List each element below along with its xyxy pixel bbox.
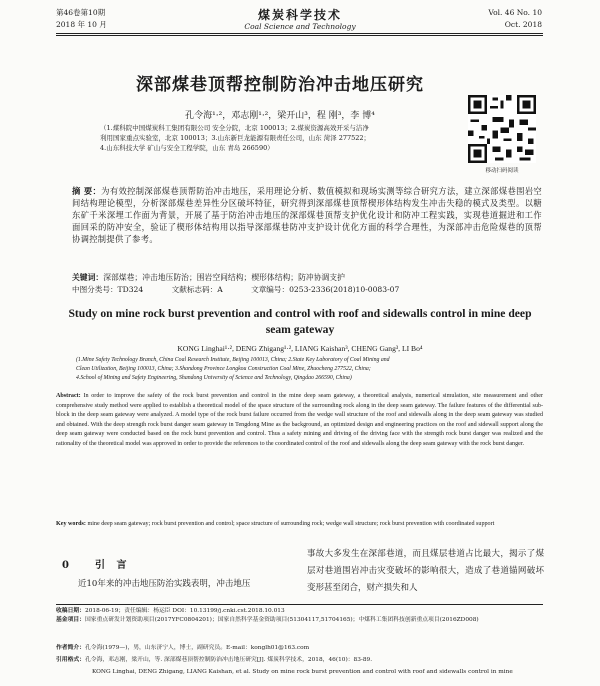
keywords-cn-label: 关键词：: [72, 273, 104, 282]
issue-date: Oct. 2018: [504, 20, 542, 29]
volume-issue: 第46卷第10期: [56, 8, 106, 17]
footnote-label: 引用格式：: [56, 657, 85, 663]
footnote: [56, 668, 543, 677]
affiliation-en-line: 4.School of Mining and Safety Engineering, Shandong University of Science and Technology, Qingdao 266590, China): [76, 375, 352, 381]
header-rule-thin: [56, 35, 543, 36]
authors-cn: 孔令海¹·²，邓志刚¹·²，梁开山³，程 刚³，李 博⁴: [185, 111, 375, 121]
keywords-cn-text: 深部煤巷；冲击地压防治；围岩空间结构；楔形体结构；防冲协调支护: [103, 273, 345, 282]
footnote: [56, 644, 543, 653]
body-text-left: 近10年来的冲击地压防治实践表明，冲击地压: [78, 579, 251, 589]
affiliation-cn-line: 4.山东科技大学 矿山与安全工程学院，山东 青岛 266590）: [100, 144, 274, 152]
keywords-en: [56, 520, 543, 530]
section-title: 引 言: [94, 560, 131, 571]
footnote-text: 孔令海，邓志刚，梁开山，等. 深部煤巷顶帮控制防治冲击地压研究[J]. 煤炭科学技术，2018，46(10)：83-89.: [85, 657, 373, 663]
footnote-text: 2018-06-19；责任编辑：杨运臣 DOI：10.13199/j.cnki.cst.2018.10.013: [85, 608, 285, 614]
abstract-cn-label: 摘 要：: [72, 186, 102, 196]
class-number: 中图分类号：TD324: [72, 285, 144, 294]
year-month: 2018 年 10 月: [56, 20, 107, 29]
header-rule: [56, 33, 543, 34]
qr-caption: 移动扫码阅读: [485, 168, 519, 174]
paper-title-cn: 深部煤巷顶帮控制防治冲击地压研究: [136, 75, 424, 95]
footnote: [56, 656, 543, 665]
affiliation-cn-line: （1.煤科院中国煤炭科工集团有限公司 安全分院，北京 100013；2.煤炭资源高效开采与洁净: [100, 124, 369, 132]
footnote: [56, 616, 543, 625]
classification-line: [72, 284, 542, 295]
keywords-en-label: Key words:: [56, 521, 86, 527]
footnote-label: 基金项目：: [56, 617, 85, 623]
abstract-en-label: Abstract:: [56, 393, 81, 399]
journal-title-cn: 煤炭科学技术: [257, 8, 342, 22]
document-code: 文献标志码：A: [171, 285, 223, 294]
footnote-label: 作者简介：: [56, 645, 85, 651]
article-number: 文章编号：0253-2336(2018)10-0083-07: [251, 285, 400, 294]
footnote-label: 收稿日期：: [56, 608, 85, 614]
keywords-cn: [72, 272, 542, 283]
abstract-en-text: In order to improve the safety of the rock burst prevention and control in the mine deep seam gateway, a theoretical analysis, numerical simulation, site measurement and other comprehensive study method were applied to establish a theoretical model of the space structure of the surrounding rock along in the deep seam gateway. The failure features of the differential sub-block in the deep seam gateway were analyzed. A model type of the rock burst failure occurred from the wedge wall structure of the roof and sidewalls along in the deep seam gateway was studied and obtained. With the deep strength rock burst danger seam gateway in Tengdong Mine as the background, an optimized design and engineering practices on the roof and sidewall support along the deep seam gateway were conducted based on the rock burst prevention and control. Thus a safety mining and driving of the driving face with the strength rock burst danger was realized and the rationality of the theoretical model was approved in order to provide the references to the coordinated control of the roof and sidewalls along the deep seam gateway with the rock burst danger.: [56, 393, 543, 447]
body-text-right: 事故大多发生在深部巷道，而且煤层巷道占比最大，揭示了煤层对巷道围岩冲击灾变破坏的影响很大，造成了巷道锚网破坏变形甚至闭合，财产损失和人: [307, 549, 544, 593]
footnote-text: 国家重点研发计划资助项目(2017YFC0804201)；国家自然科学基金资助项目(51304117,51704165)；中煤科工集团科技创新重点项目(2016ZD008): [85, 617, 479, 623]
abstract-cn: [72, 185, 542, 245]
footnote: [56, 604, 543, 616]
affiliation-en-line: (1.Mine Safety Technology Branch, China Coal Research Institute, Beijing 100013, China; 2.State Key Laboratory of Coal Mining and: [76, 357, 390, 363]
volume-number: Vol. 46 No. 10: [488, 8, 542, 17]
authors-en: KONG Linghai¹·², DENG Zhigang¹·², LIANG Kaishan³, CHENG Gang³, LI Bo⁴: [177, 344, 423, 353]
keywords-en-text: mine deep seam gateway; rock burst prevention and control; space structure of surrounding rock; wedge wall structure; rock burst prevention with coordinated support: [87, 521, 495, 527]
footnote-text: 孔令海(1979—)，男，山东济宁人，博士，副研究员。E-mail：konglh01@163.com: [85, 645, 310, 651]
abstract-en: [56, 392, 543, 450]
footnote-text: KONG Linghai, DENG Zhigang, LIANG Kaishan, et al. Study on mine rock burst prevention and control with roof and sidewalls control in mine: [92, 669, 513, 675]
section-heading: [62, 556, 152, 571]
journal-title-en: Coal Science and Technology: [244, 22, 356, 31]
qr-code[interactable]: [468, 95, 536, 163]
affiliation-en-line: Clean Utilization, Beijing 100013, China; 3.Shandong Province Longkou Construction Coal Mine, Zhuocheng 277522, China;: [76, 366, 371, 372]
paper-title-en: Study on mine rock burst prevention and control with roof and sidewalls control in mine deep seam gateway: [68, 307, 532, 336]
affiliation-cn-line: 利用国家重点实验室，北京 100013；3.山东新巨龙能源有限责任公司，山东 菏泽 277522；: [100, 134, 371, 142]
abstract-cn-text: 为有效控制深部煤巷顶帮防治冲击地压，采用理论分析、数值模拟和现场实测等综合研究方法，建立深部煤巷围岩空间结构理论模型，分析深部煤巷差异性分区破坏特征，研究得到深部煤巷顶帮楔形体结构发生冲击失稳的模式及类型。以糖东矿千米深埋工作面为背景，开展了基于防治冲击地压的深部煤巷顶帮支护优化设计和防冲工程实践，实现巷道掘进和工作面回采的防冲安全，验证了楔形体结构用以指导深部煤巷防冲支护设计优化方面的科学合理性，为深部冲击危险煤巷的顶帮协调控制提供了参考。: [72, 186, 542, 244]
section-number: 0: [62, 560, 73, 571]
